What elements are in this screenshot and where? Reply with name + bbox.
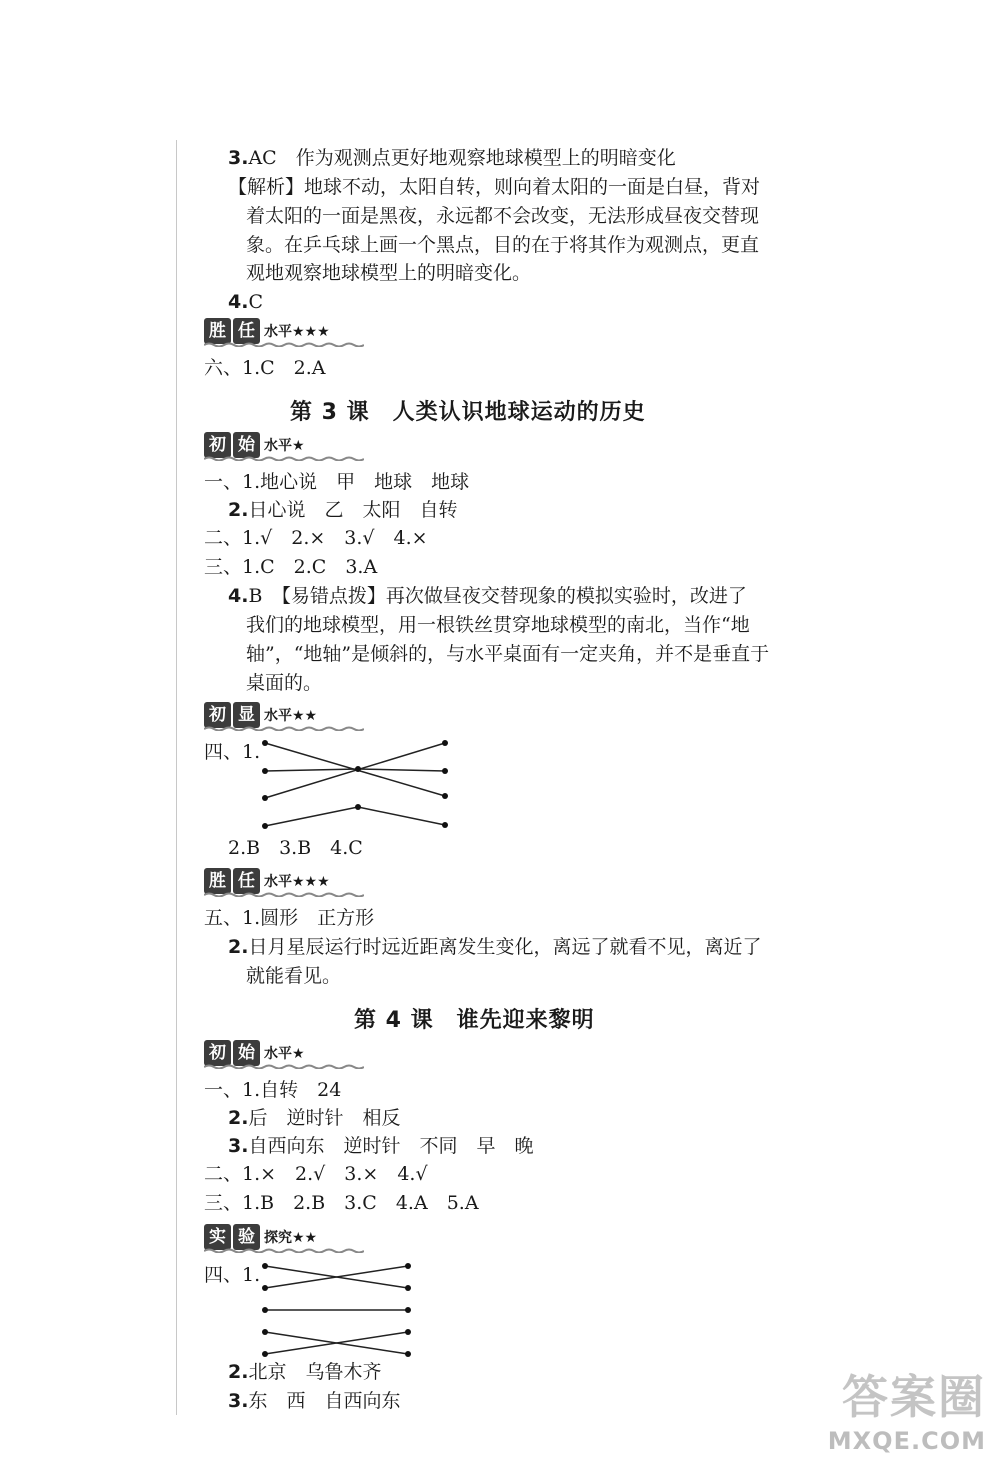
match-dot [442, 822, 448, 828]
answer-line: 4.C [228, 291, 263, 313]
badge-level: 探究★★ [264, 1230, 318, 1246]
wave-decoration [204, 1248, 364, 1253]
matching-diagram-1 [258, 735, 458, 835]
explanation-line: 【解析】地球不动，太阳自转，则向着太阳的一面是白昼，背对 [228, 176, 761, 198]
wave-decoration [204, 342, 364, 347]
explanation-line: 桌面的。 [246, 672, 323, 694]
answer-line: 3.AC 作为观测点更好地观察地球模型上的明暗变化 [228, 147, 676, 169]
match-dot [262, 768, 268, 774]
badge-char: 胜 [204, 318, 231, 344]
match-dot [262, 795, 268, 801]
answer-line: 三、1.C 2.C 3.A [204, 556, 378, 578]
badge-char: 任 [233, 868, 260, 894]
badge-char: 初 [204, 1040, 231, 1066]
answer-line: 六、1.C 2.A [204, 357, 326, 379]
badge-level: 水平★★★ [264, 874, 330, 890]
match-dot [442, 768, 448, 774]
badge-level: 水平★ [264, 1046, 305, 1062]
answer-line: 2.北京 乌鲁木齐 [228, 1361, 382, 1383]
level-badge-chushi [204, 430, 364, 460]
match-dot [262, 1329, 268, 1335]
answer-line: 3.自西向东 逆时针 不同 早 晚 [228, 1135, 534, 1157]
answer-line: 一、1.地心说 甲 地球 地球 [204, 471, 470, 493]
answer-line: 2.B 3.B 4.C [228, 837, 363, 859]
margin-rule [176, 140, 177, 1415]
wave-decoration [204, 726, 364, 731]
answer-line: 3.东 西 自西向东 [228, 1390, 401, 1412]
answer-line: 四、1. [204, 741, 261, 763]
badge-char: 验 [233, 1224, 260, 1250]
answer-line: 二、1.√ 2.× 3.√ 4.× [204, 527, 428, 549]
answer-line: 五、1.圆形 正方形 [204, 907, 375, 929]
badge-char: 实 [204, 1224, 231, 1250]
match-dot [262, 740, 268, 746]
match-dot [442, 740, 448, 746]
watermark-logo: 答案圈 [842, 1370, 986, 1424]
explanation-line: 着太阳的一面是黑夜，永远都不会改变，无法形成昼夜交替现 [246, 205, 760, 227]
badge-level: 水平★ [264, 438, 305, 454]
match-dot [405, 1285, 411, 1291]
matching-diagram-2 [258, 1258, 418, 1370]
match-dot [405, 1263, 411, 1269]
match-dot [405, 1351, 411, 1357]
answer-line: 三、1.B 2.B 3.C 4.A 5.A [204, 1192, 479, 1214]
wave-decoration [204, 456, 364, 461]
match-line [265, 807, 358, 826]
level-badge-shiyan [204, 1222, 364, 1252]
answer-line: 2.日心说 乙 太阳 自转 [228, 499, 458, 521]
match-dot [262, 1285, 268, 1291]
explanation-line: 观地观察地球模型上的明暗变化。 [246, 262, 532, 284]
explanation-line: 象。在乒乓球上画一个黑点，目的在于将其作为观测点，更直 [246, 234, 760, 256]
match-dot [262, 823, 268, 829]
match-dot [262, 1351, 268, 1357]
answer-line: 一、1.自转 24 [204, 1079, 342, 1101]
badge-char: 始 [233, 432, 260, 458]
match-line [358, 769, 445, 771]
watermark [828, 1361, 986, 1455]
match-dot [405, 1329, 411, 1335]
badge-char: 初 [204, 432, 231, 458]
badge-char: 显 [233, 702, 260, 728]
answer-line: 2.后 逆时针 相反 [228, 1107, 401, 1129]
wave-decoration [204, 1064, 364, 1069]
match-dot [442, 793, 448, 799]
badge-char: 初 [204, 702, 231, 728]
explanation-line: 就能看见。 [246, 965, 342, 987]
explanation-line: 轴”，“地轴”是倾斜的，与水平桌面有一定夹角，并不是垂直于 [246, 643, 770, 665]
explanation-line: 我们的地球模型，用一根铁丝贯穿地球模型的南北，当作“地 [246, 614, 750, 636]
match-line [358, 807, 445, 825]
match-dot [262, 1263, 268, 1269]
answer-line: 2.日月星辰运行时远近距离发生变化，离远了就看不见，离近了 [228, 936, 762, 958]
watermark-url: MXQE.COM [827, 1427, 986, 1455]
answer-line: 四、1. [204, 1264, 261, 1286]
badge-char: 胜 [204, 868, 231, 894]
level-badge-shengren [204, 316, 364, 346]
wave-decoration [204, 892, 364, 897]
match-dot [355, 804, 361, 810]
badge-char: 始 [233, 1040, 260, 1066]
level-badge-shengren [204, 866, 364, 896]
level-badge-chushi [204, 1038, 364, 1068]
match-line [265, 769, 358, 771]
match-dot [355, 766, 361, 772]
match-dot [262, 1307, 268, 1313]
answer-line: 二、1.× 2.√ 3.× 4.√ [204, 1163, 428, 1185]
answer-line: 4.B 【易错点拨】再次做昼夜交替现象的模拟实验时，改进了 [228, 585, 747, 607]
lesson-3-title: 第 3 课 人类认识地球运动的历史 [290, 400, 646, 425]
badge-level: 水平★★ [264, 708, 318, 724]
badge-level: 水平★★★ [264, 324, 330, 340]
level-badge-chuxian [204, 700, 364, 730]
match-dot [405, 1307, 411, 1313]
lesson-4-title: 第 4 课 谁先迎来黎明 [354, 1008, 595, 1033]
badge-char: 任 [233, 318, 260, 344]
